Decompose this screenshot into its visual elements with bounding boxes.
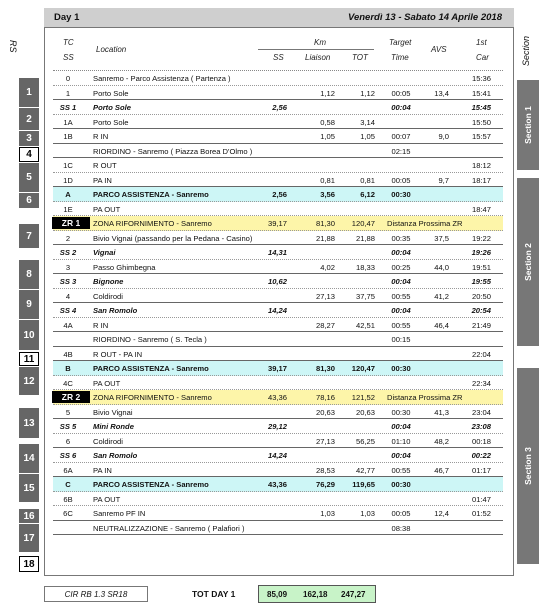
- table-row: [53, 419, 503, 434]
- cell-total-km: 20,63: [355, 407, 375, 417]
- header-time: Time: [391, 53, 409, 62]
- table-row: [53, 260, 503, 275]
- cell-ss-km: 39,17: [267, 364, 287, 373]
- cell-tc: 1: [65, 88, 71, 98]
- cell-first-car: 15:50: [471, 117, 491, 127]
- table-row: [53, 129, 503, 144]
- cell-target-time: 01:10: [391, 436, 411, 446]
- cell-first-car: 19:55: [471, 277, 491, 286]
- cell-liaison-km: 81,30: [315, 219, 335, 228]
- table-row: [53, 274, 503, 289]
- cell-total-km: 3,14: [360, 117, 375, 127]
- cell-liaison-km: 28,53: [315, 465, 335, 475]
- cell-tc: ZR 2: [52, 391, 90, 403]
- cell-total-km: 121,52: [351, 393, 375, 402]
- cell-tc: 6C: [63, 509, 73, 518]
- cell-ss-km: 2,56: [272, 103, 287, 112]
- cell-tc: ZR 1: [52, 217, 90, 229]
- cell-location: San Romolo: [93, 451, 138, 460]
- cell-total-km: 119,65: [352, 480, 375, 489]
- cell-tc: 6B: [63, 494, 73, 504]
- section-block: [517, 178, 539, 346]
- table-row: [53, 332, 503, 347]
- cell-location: PA OUT: [93, 494, 121, 504]
- cell-location: Sanremo - Parco Assistenza ( Partenza ): [93, 74, 231, 83]
- cell-first-car: 15:45: [471, 103, 491, 112]
- cell-location: Passo Ghimbegna: [93, 262, 156, 272]
- day-label: Day 1: [54, 12, 80, 23]
- cell-liaison-km: 3,56: [320, 190, 335, 199]
- cell-tc: 4C: [63, 378, 73, 388]
- section-block: [517, 368, 539, 564]
- cell-liaison-km: 76,29: [315, 480, 335, 489]
- table-row: [53, 187, 503, 202]
- cell-liaison-km: 81,30: [315, 364, 335, 373]
- cell-first-car: 15:57: [471, 132, 491, 141]
- rs-block: 3: [19, 131, 39, 146]
- cell-target-time: 00:04: [391, 103, 411, 112]
- cell-first-car: 01:52: [471, 509, 491, 518]
- cell-total-km: 1,05: [360, 132, 375, 141]
- cell-liaison-km: 28,27: [315, 320, 335, 330]
- table-row: [53, 173, 503, 188]
- cell-target-time: Distanza Prossima ZR: [387, 219, 463, 228]
- cell-target-time: 00:05: [391, 509, 411, 518]
- cell-target-time: 00:07: [391, 132, 411, 141]
- cell-first-car: 22:04: [471, 349, 491, 359]
- header-ss: SS: [63, 53, 74, 62]
- cell-first-car: 18:12: [471, 161, 491, 170]
- cell-avs: 44,0: [434, 262, 449, 272]
- cell-location: San Romolo: [93, 306, 138, 315]
- cell-ss-km: 2,56: [272, 190, 287, 199]
- cell-location: PARCO ASSISTENZA - Sanremo: [93, 190, 209, 199]
- cell-tc: C: [65, 480, 71, 489]
- cell-tc: 1B: [63, 132, 73, 141]
- cell-location: Bivio Vignai (passando per la Pedana - Casino): [93, 233, 253, 243]
- cell-tc: 4A: [63, 320, 73, 330]
- km-divider: [258, 49, 374, 50]
- cell-total-km: 18,33: [355, 262, 375, 272]
- cell-location: RIORDINO - Sanremo ( Piazza Borea D'Olmo ): [93, 146, 253, 156]
- table-row: [53, 144, 503, 159]
- rs-block: 18: [19, 556, 39, 572]
- table-row: [53, 158, 503, 173]
- cell-total-km: 6,12: [360, 190, 375, 199]
- total-day-label: TOT DAY 1: [192, 589, 236, 599]
- cell-location: Coldirodi: [93, 291, 123, 301]
- cell-total-km: 56,25: [355, 436, 375, 446]
- cell-liaison-km: 27,13: [315, 291, 335, 301]
- cell-location: Bivio Vignai: [93, 407, 133, 417]
- table-row: [53, 434, 503, 449]
- table-row: [53, 506, 503, 521]
- cell-location: Porto Sole: [93, 117, 129, 127]
- cell-first-car: 21:49: [471, 320, 491, 330]
- cell-tc: 6A: [63, 465, 73, 475]
- cell-target-time: 00:25: [391, 262, 411, 272]
- table-row: [53, 492, 503, 507]
- cell-location: PA OUT: [93, 204, 121, 214]
- rs-block: 12: [19, 367, 39, 395]
- cell-target-time: 02:15: [391, 146, 411, 156]
- table-row: [53, 318, 503, 333]
- cell-tc: 0: [65, 74, 71, 83]
- header-tc: TC: [63, 38, 74, 47]
- cell-tc: SS 1: [59, 103, 77, 112]
- section-column-label: Section: [521, 35, 531, 66]
- cell-location: R OUT - PA IN: [93, 349, 143, 359]
- cell-location: Bignone: [93, 277, 124, 286]
- header-first: 1st: [476, 38, 487, 47]
- cell-first-car: 23:04: [471, 407, 491, 417]
- cell-location: PA IN: [93, 465, 112, 475]
- cell-liaison-km: 78,16: [315, 393, 335, 402]
- cell-first-car: 15:41: [471, 88, 491, 98]
- header-km: Km: [314, 38, 326, 47]
- cell-target-time: 00:04: [391, 451, 411, 460]
- cell-target-time: 00:30: [391, 480, 411, 489]
- cell-first-car: 23:08: [471, 422, 491, 431]
- header-tot: TOT: [352, 53, 368, 62]
- rs-block: 16: [19, 509, 39, 523]
- cell-tc: 1C: [63, 161, 73, 170]
- rs-block: 11: [19, 352, 39, 366]
- cell-first-car: 01:17: [471, 465, 491, 475]
- cell-target-time: 00:55: [391, 465, 411, 475]
- section-label: Section 1: [523, 106, 534, 144]
- cell-ss-km: 14,24: [267, 306, 287, 315]
- cell-total-km: 1,03: [360, 509, 375, 518]
- rs-block: 4: [19, 147, 39, 162]
- cell-total-km: 0,81: [360, 175, 375, 185]
- cell-location: Sanremo PF IN: [93, 509, 146, 518]
- rs-block: 9: [19, 290, 39, 319]
- cell-first-car: 18:47: [471, 204, 491, 214]
- cell-avs: 41,3: [434, 407, 449, 417]
- cell-liaison-km: 20,63: [315, 407, 335, 417]
- cell-target-time: 00:30: [391, 364, 411, 373]
- rs-block: 6: [19, 193, 39, 208]
- cell-tc: 3: [65, 262, 71, 272]
- cell-ss-km: 29,12: [267, 422, 287, 431]
- cell-location: NEUTRALIZZAZIONE - Sanremo ( Palafiori ): [93, 523, 245, 533]
- cell-tc: SS 2: [59, 248, 77, 257]
- cell-target-time: 00:30: [391, 190, 411, 199]
- cell-avs: 48,2: [434, 436, 449, 446]
- cell-tc: SS 4: [59, 306, 77, 315]
- cell-avs: 12,4: [434, 509, 449, 518]
- cell-total-km: 120,47: [351, 364, 375, 373]
- cell-total-km: 120,47: [351, 219, 375, 228]
- cell-avs: 9,0: [438, 132, 449, 141]
- cell-ss-km: 39,17: [267, 219, 287, 228]
- table-row: [53, 463, 503, 478]
- cell-liaison-km: 4,02: [320, 262, 335, 272]
- cell-ss-km: 14,24: [267, 451, 287, 460]
- cell-location: ZONA RIFORNIMENTO - Sanremo: [93, 393, 212, 402]
- cell-avs: 37,5: [434, 233, 449, 243]
- cell-tc: B: [65, 364, 71, 373]
- total-day-values: [258, 585, 376, 603]
- cell-tc: SS 3: [59, 277, 77, 286]
- table-row: [53, 405, 503, 420]
- table-row: [53, 71, 503, 86]
- cell-tc: SS 6: [59, 451, 77, 460]
- cell-first-car: 01:47: [471, 494, 491, 504]
- cell-liaison-km: 0,81: [320, 175, 335, 185]
- cell-ss-km: 43,36: [267, 393, 287, 402]
- cell-location: R IN: [93, 320, 109, 330]
- table-row: [53, 100, 503, 115]
- cell-tc: 1A: [63, 117, 73, 127]
- cell-target-time: 00:04: [391, 277, 411, 286]
- day-dates: Venerdì 13 - Sabato 14 Aprile 2018: [347, 12, 502, 23]
- cell-target-time: 00:04: [391, 248, 411, 257]
- table-row: [53, 477, 503, 492]
- rs-block: 8: [19, 260, 39, 289]
- table-row: [53, 347, 503, 362]
- cell-target-time: 00:05: [391, 175, 411, 185]
- cell-tc: 1D: [63, 175, 73, 185]
- cell-liaison-km: 1,12: [320, 88, 335, 98]
- cell-first-car: 18:17: [471, 175, 491, 185]
- cell-target-time: 00:05: [391, 88, 411, 98]
- cell-location: Coldirodi: [93, 436, 123, 446]
- cell-liaison-km: 1,05: [320, 132, 335, 141]
- rs-block: 10: [19, 320, 39, 350]
- cell-target-time: 00:15: [391, 335, 411, 344]
- section-label: Section 2: [523, 243, 534, 281]
- header-liaison: Liaison: [305, 53, 331, 62]
- cell-tc: 1E: [63, 204, 73, 214]
- cell-total-km: 37,75: [355, 291, 375, 301]
- rs-block: 5: [19, 163, 39, 192]
- document-reference: CIR RB 1.3 SR18: [44, 586, 148, 602]
- cell-location: Mini Ronde: [93, 422, 134, 431]
- cell-avs: 13,4: [434, 88, 449, 98]
- cell-total-km: 21,88: [355, 233, 375, 243]
- table-row: [53, 390, 503, 405]
- cell-ss-km: 10,62: [267, 277, 287, 286]
- cell-ss-km: 43,36: [267, 480, 287, 489]
- cell-first-car: 19:22: [471, 233, 491, 243]
- itinerary-table: [53, 70, 503, 535]
- total-ss-km: 85,09: [267, 590, 288, 599]
- cell-tc: 2: [65, 233, 71, 243]
- cell-tc: A: [65, 190, 71, 199]
- cell-first-car: 22:34: [471, 378, 491, 388]
- cell-tc: 5: [65, 407, 71, 417]
- cell-tc: 6: [65, 436, 71, 446]
- header-avs: AVS: [431, 45, 447, 54]
- table-row: [53, 231, 503, 246]
- cell-target-time: 08:38: [391, 523, 411, 533]
- cell-target-time: 00:55: [391, 320, 411, 330]
- cell-total-km: 42,51: [355, 320, 375, 330]
- cell-tc: 4B: [63, 349, 73, 359]
- cell-avs: 9,7: [438, 175, 449, 185]
- section-label: Section 3: [523, 447, 534, 485]
- cell-first-car: 15:36: [471, 74, 491, 83]
- table-row: [53, 448, 503, 463]
- table-row: [53, 115, 503, 130]
- cell-location: Vignai: [93, 248, 116, 257]
- cell-target-time: Distanza Prossima ZR: [387, 393, 463, 402]
- cell-target-time: 00:30: [391, 407, 411, 417]
- header-car: Car: [476, 53, 489, 62]
- table-row: [53, 216, 503, 231]
- cell-first-car: 00:22: [471, 451, 491, 460]
- cell-avs: 41,2: [434, 291, 449, 301]
- cell-first-car: 19:26: [471, 248, 491, 257]
- table-row: [53, 521, 503, 536]
- cell-location: R IN: [93, 132, 109, 141]
- table-row: [53, 86, 503, 101]
- cell-target-time: 00:04: [391, 306, 411, 315]
- cell-liaison-km: 0,58: [320, 117, 335, 127]
- cell-location: PARCO ASSISTENZA - Sanremo: [93, 480, 209, 489]
- header-target: Target: [389, 38, 412, 47]
- rs-block: 2: [19, 108, 39, 130]
- cell-location: Porto Sole: [93, 88, 129, 98]
- table-row: [53, 245, 503, 260]
- rs-block: 17: [19, 524, 39, 552]
- cell-total-km: 1,12: [360, 88, 375, 98]
- total-liaison-km: 162,18: [303, 590, 328, 599]
- rs-block: 7: [19, 224, 39, 248]
- cell-first-car: 00:18: [471, 436, 491, 446]
- table-row: [53, 202, 503, 217]
- table-row: [53, 289, 503, 304]
- table-row: [53, 361, 503, 376]
- rs-block: 1: [19, 78, 39, 107]
- cell-target-time: 00:04: [391, 422, 411, 431]
- cell-target-time: 00:35: [391, 233, 411, 243]
- cell-location: PA IN: [93, 175, 112, 185]
- rs-block: 13: [19, 408, 39, 438]
- cell-liaison-km: 27,13: [315, 436, 335, 446]
- table-row: [53, 376, 503, 391]
- cell-location: RIORDINO - Sanremo ( S. Tecla ): [93, 335, 207, 344]
- cell-liaison-km: 1,03: [320, 509, 335, 518]
- cell-location: ZONA RIFORNIMENTO - Sanremo: [93, 219, 212, 228]
- rs-column-label: RS: [8, 40, 18, 53]
- cell-avs: 46,7: [434, 465, 449, 475]
- cell-total-km: 42,77: [355, 465, 375, 475]
- header-ss-km: SS: [273, 53, 284, 62]
- cell-first-car: 19:51: [471, 262, 491, 272]
- cell-location: PA OUT: [93, 378, 121, 388]
- cell-tc: 4: [65, 291, 71, 301]
- section-block: [517, 80, 539, 170]
- cell-location: R OUT: [93, 161, 117, 170]
- table-row: [53, 303, 503, 318]
- cell-ss-km: 14,31: [267, 248, 287, 257]
- day-header: [44, 8, 514, 28]
- total-km: 247,27: [341, 590, 366, 599]
- cell-avs: 46,4: [434, 320, 449, 330]
- cell-location: PARCO ASSISTENZA - Sanremo: [93, 364, 209, 373]
- rs-block: 15: [19, 474, 39, 502]
- cell-location: Porto Sole: [93, 103, 131, 112]
- cell-tc: SS 5: [59, 422, 77, 431]
- cell-target-time: 00:55: [391, 291, 411, 301]
- rs-block: 14: [19, 444, 39, 473]
- cell-first-car: 20:54: [471, 306, 491, 315]
- cell-liaison-km: 21,88: [315, 233, 335, 243]
- cell-first-car: 20:50: [471, 291, 491, 301]
- header-location: Location: [96, 45, 127, 54]
